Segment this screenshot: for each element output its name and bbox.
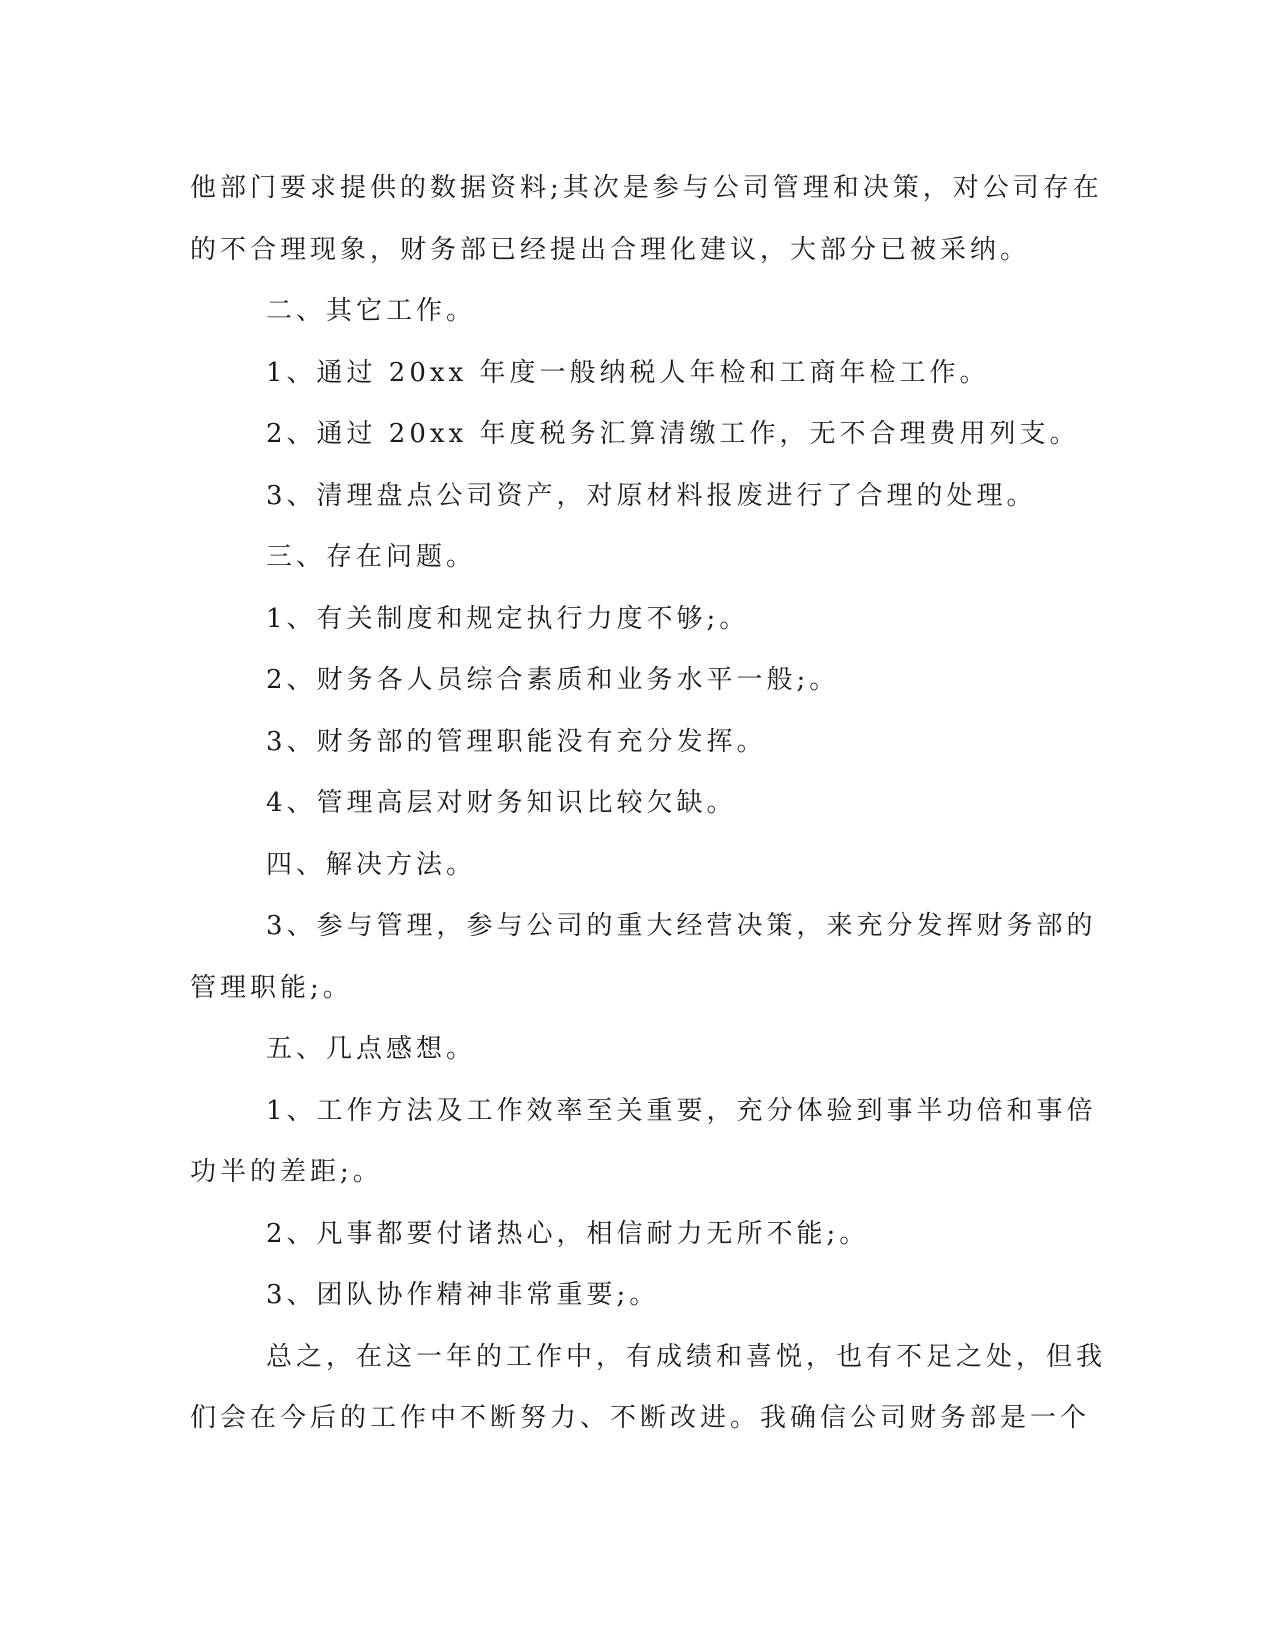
section-heading: 五、几点感想。 [266, 1034, 477, 1064]
list-item-continuation: 管理职能;。 [190, 972, 353, 1003]
section-heading: 三、存在问题。 [266, 542, 477, 572]
list-item: 3、财务部的管理职能没有充分发挥。 [266, 726, 767, 757]
section-heading: 四、解决方法。 [266, 849, 477, 880]
list-item: 2、财务各人员综合素质和业务水平一般;。 [266, 665, 840, 695]
list-item: 2、通过 20xx 年度税务汇算清缴工作，无不合理费用列支。 [266, 419, 1080, 449]
list-item: 4、管理高层对财务知识比较欠缺。 [266, 788, 737, 818]
document-body [190, 158, 1107, 1450]
section-heading: 二、其它工作。 [266, 296, 477, 326]
paragraph-line: 总之，在这一年的工作中，有成绩和喜悦，也有不足之处，但我 [266, 1341, 1107, 1372]
list-item: 3、清理盘点公司资产，对原材料报废进行了合理的处理。 [266, 480, 1037, 511]
list-item: 3、参与管理，参与公司的重大经营决策，来充分发挥财务部的 [266, 911, 1097, 941]
paragraph-line: 的不合理现象，财务部已经提出合理化建议，大部分已被采纳。 [190, 234, 1031, 265]
list-item: 1、通过 20xx 年度一般纳税人年检和工商年检工作。 [266, 357, 990, 388]
paragraph-line: 们会在今后的工作中不断努力、不断改进。我确信公司财务部是一个 [190, 1403, 1091, 1433]
list-item: 3、团队协作精神非常重要;。 [266, 1280, 660, 1310]
list-item-continuation: 功半的差距;。 [190, 1157, 383, 1187]
paragraph-line: 他部门要求提供的数据资料;其次是参与公司管理和决策，对公司存在 [190, 173, 1103, 203]
list-item: 1、工作方法及工作效率至关重要，充分体验到事半功倍和事倍 [266, 1095, 1097, 1126]
list-item: 1、有关制度和规定执行力度不够;。 [266, 603, 750, 634]
list-item: 2、凡事都要付诸热心，相信耐力无所不能;。 [266, 1218, 870, 1249]
